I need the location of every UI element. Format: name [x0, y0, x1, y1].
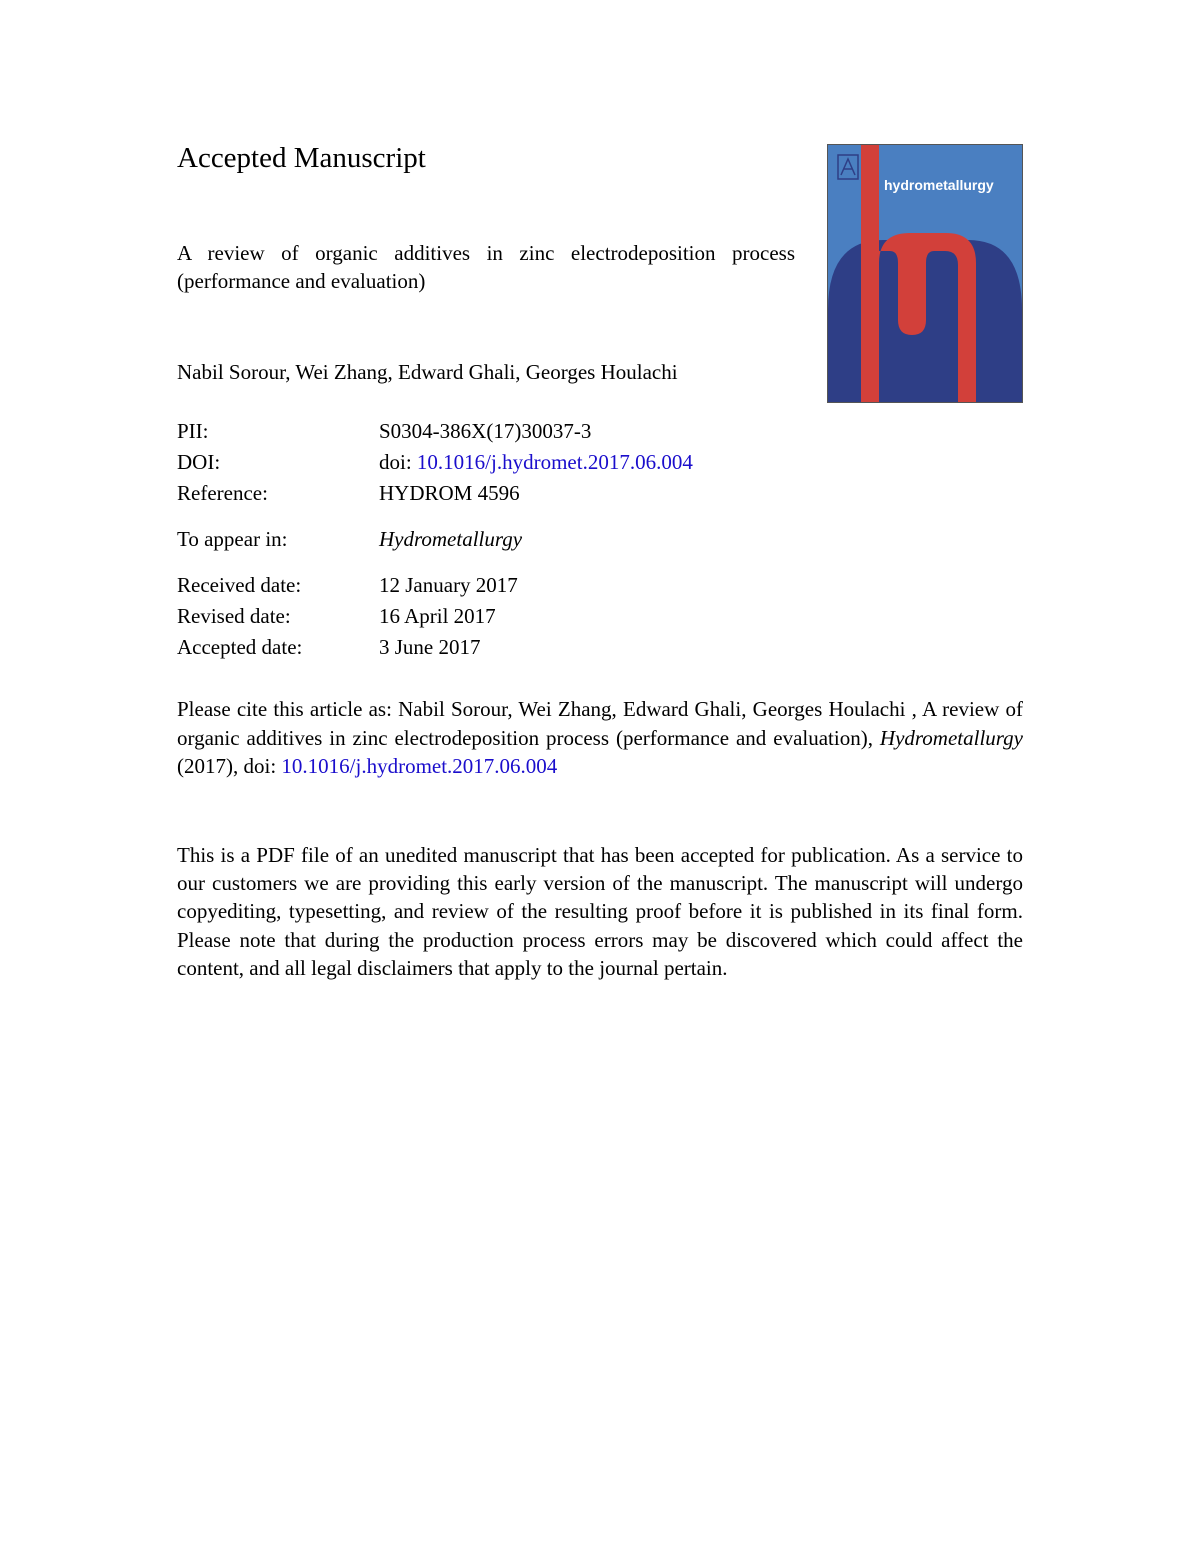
pii-label: PII: [177, 419, 209, 443]
citation-doi-link[interactable]: 10.1016/j.hydromet.2017.06.004 [281, 754, 558, 778]
appear-label: To appear in: [177, 527, 288, 551]
accepted-label: Accepted date: [177, 635, 303, 659]
journal-cover [827, 144, 1023, 403]
pii-value: S0304-386X(17)30037-3 [379, 419, 592, 443]
reference-value: HYDROM 4596 [379, 481, 520, 505]
author-list: Nabil Sorour, Wei Zhang, Edward Ghali, Georges Houlachi [177, 360, 678, 384]
manuscript-heading: Accepted Manuscript [177, 142, 426, 174]
revised-value: 16 April 2017 [379, 604, 496, 628]
citation-year-doi: (2017), doi: [177, 754, 277, 778]
cover-journal-name: hydrometallurgy [884, 177, 994, 193]
citation-paragraph [177, 695, 1023, 781]
reference-label: Reference: [177, 481, 268, 505]
doi-value [379, 448, 693, 476]
article-title: A review of organic additives in zinc electrodeposition process (performance and evaluation) [177, 241, 795, 293]
citation-journal: Hydrometallurgy [879, 725, 1023, 750]
revised-label: Revised date: [177, 604, 291, 628]
disclaimer-paragraph: This is a PDF file of an unedited manuscript that has been accepted for publication. As a service to our customers we are providing this early version of the manuscript. The manuscript will undergo copyediting, typesetting, and review of the resulting proof before it is published in its final form. Please note that during the production process errors may be discovered which could affect the content, and all legal disclaimers that apply to the journal pertain. [177, 843, 1023, 980]
doi-link[interactable]: 10.1016/j.hydromet.2017.06.004 [416, 450, 693, 474]
appear-value: Hydrometallurgy [379, 527, 523, 551]
received-value: 12 January 2017 [379, 573, 518, 597]
citation-text: Please cite this article as: Nabil Sorour, Wei Zhang, Edward Ghali, Georges Houlachi , A review of organic additives in zinc electrodeposition process (performance and evaluation), [177, 697, 1023, 750]
doi-prefix: doi: [379, 450, 412, 474]
doi-label: DOI: [177, 450, 221, 474]
accepted-value: 3 June 2017 [379, 635, 481, 659]
received-label: Received date: [177, 573, 302, 597]
